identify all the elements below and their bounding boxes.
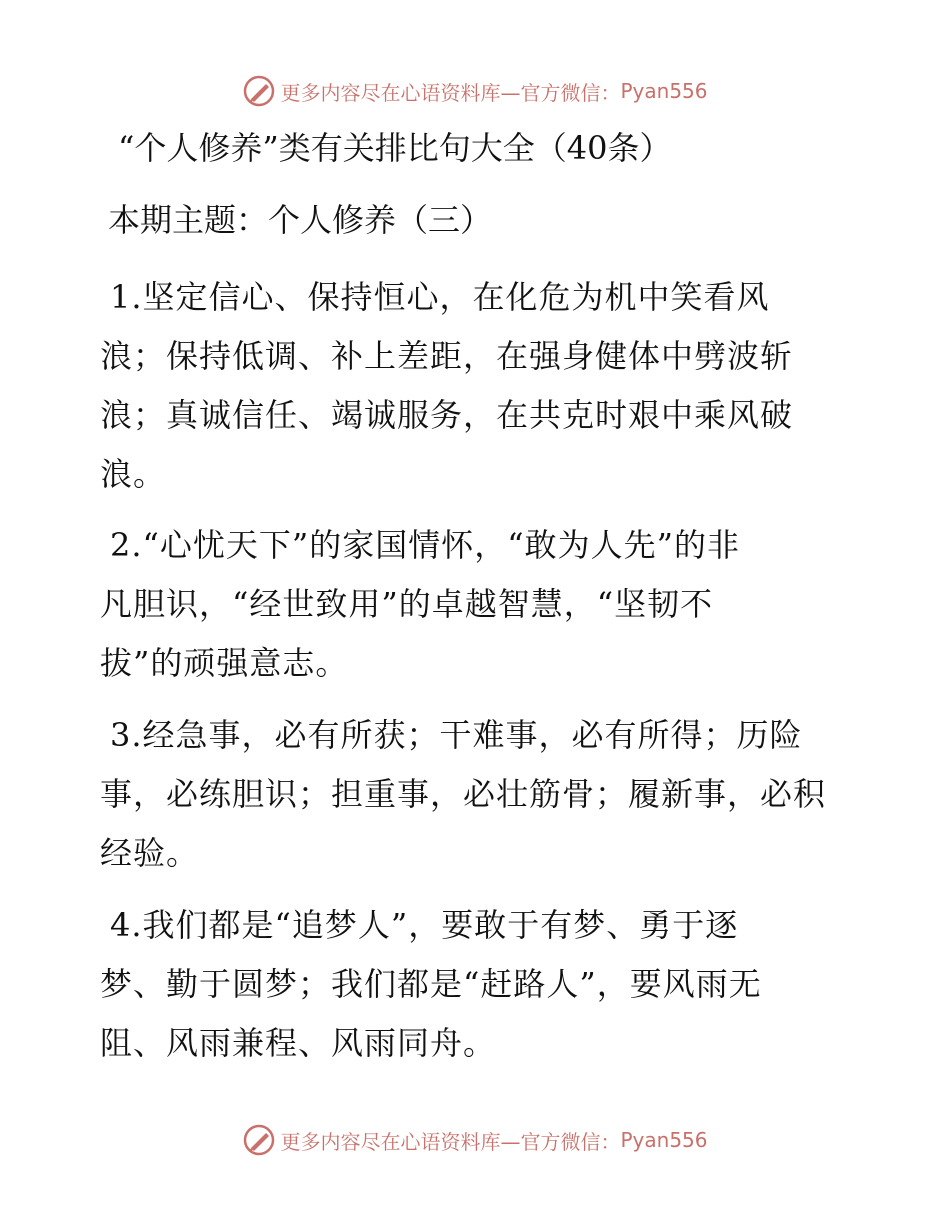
list-item <box>100 896 860 1073</box>
item-line: 4.我们都是“追梦人”，要敢于有梦、勇于逐 <box>110 906 739 944</box>
item-line: 凡胆识，“经世致用”的卓越智慧，“坚韧不 <box>100 585 714 623</box>
watermark-text: 更多内容尽在心语资料库—官方微信： <box>280 80 621 105</box>
watermark-text: 更多内容尽在心语资料库—官方微信： <box>280 1129 621 1154</box>
item-line: 梦、勤于圆梦；我们都是“赶路人”，要风雨无 <box>100 965 762 1003</box>
item-line: 事，必练胆识；担重事，必壮筋骨；履新事，必积 <box>100 775 827 813</box>
pen-logo-icon <box>242 74 276 108</box>
footer-watermark <box>0 1123 950 1157</box>
item-line: 浪；真诚信任、竭诚服务，在共克时艰中乘风破 <box>100 396 794 434</box>
item-line: 浪。 <box>100 455 167 493</box>
list-item <box>100 706 860 883</box>
pen-logo-icon <box>242 1123 276 1157</box>
item-line: 阻、风雨兼程、风雨同舟。 <box>100 1024 497 1062</box>
header-watermark <box>0 74 950 108</box>
watermark-wechat-id: Pyan556 <box>620 79 708 103</box>
list-item <box>100 268 860 504</box>
item-line: 拔”的顽强意志。 <box>100 644 349 682</box>
item-line: 3.经急事，必有所获；干难事，必有所得；历险 <box>110 716 803 754</box>
watermark-wechat-id: Pyan556 <box>620 1128 708 1152</box>
item-line: 1.坚定信心、保持恒心，在化危为机中笑看风 <box>110 278 770 316</box>
list-item <box>100 516 860 693</box>
document-subtitle: 本期主题：个人修养（三） <box>108 201 493 239</box>
item-line: 经验。 <box>100 834 200 872</box>
item-line: 2.“心忧天下”的家国情怀，“敢为人先”的非 <box>110 526 740 564</box>
document-title: “个人修养”类有关排比句大全（40条） <box>118 129 672 167</box>
item-line: 浪；保持低调、补上差距，在强身健体中劈波斩 <box>100 337 794 375</box>
